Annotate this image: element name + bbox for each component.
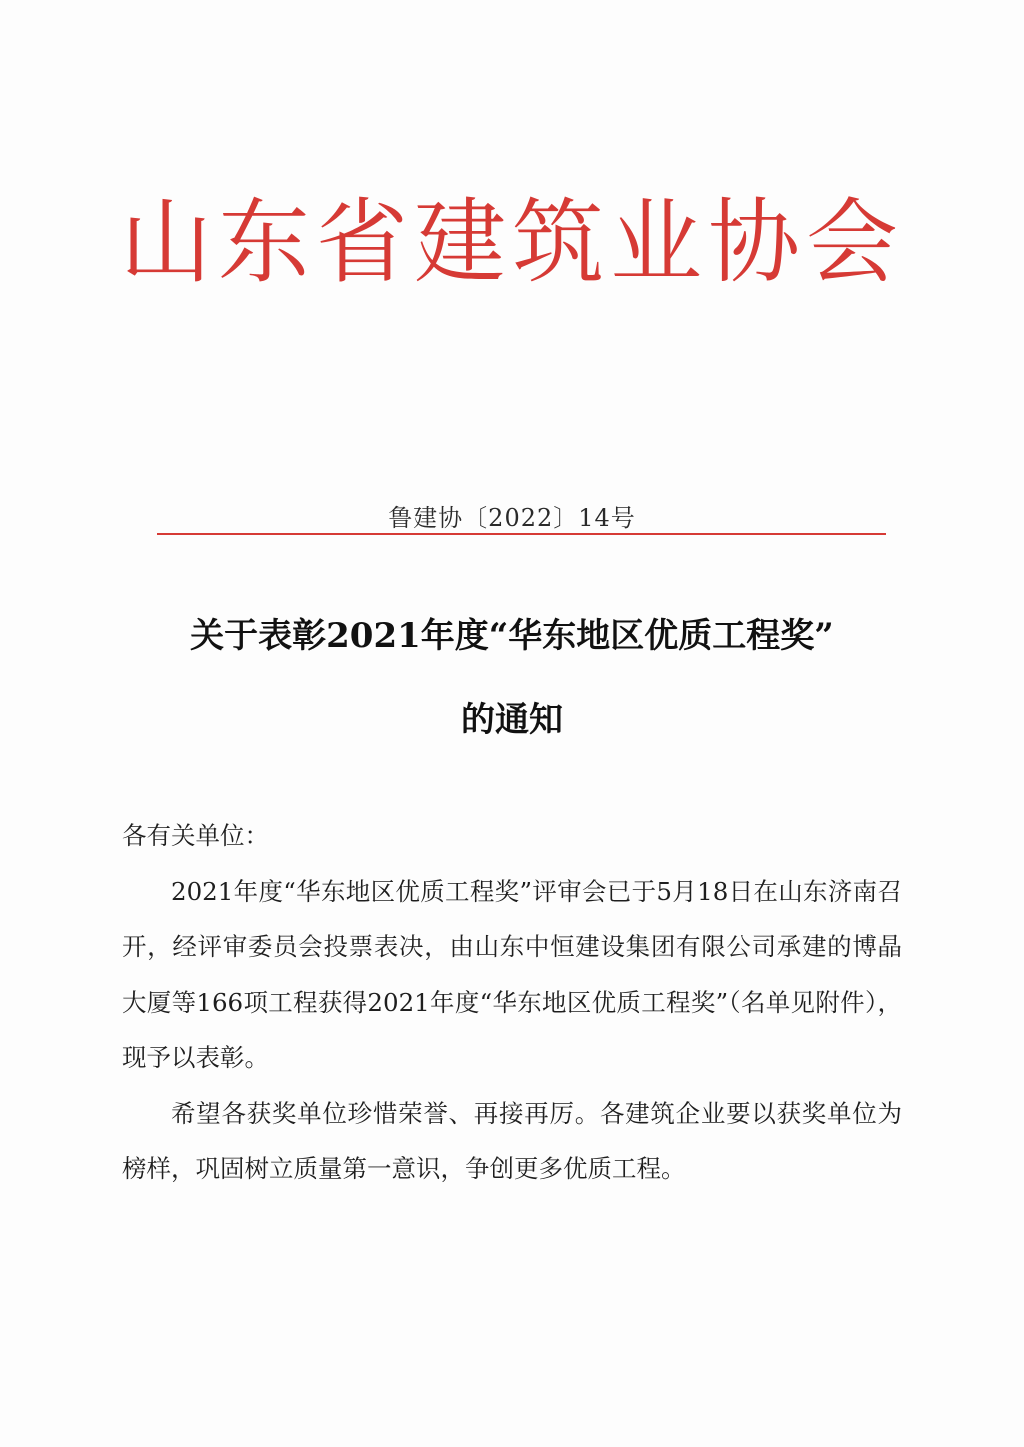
notice-body bbox=[122, 808, 902, 1197]
red-divider-line bbox=[157, 533, 886, 535]
body-paragraph-2: 希望各获奖单位珍惜荣誉、再接再厉。各建筑企业要以获奖单位为榜样，巩固树立质量第一意识，争创更多优质工程。 bbox=[122, 1098, 902, 1183]
document-number: 鲁建协〔2022〕14号 bbox=[388, 504, 636, 532]
notice-title-line-1: 关于表彰2021年度“华东地区优质工程奖” bbox=[190, 616, 834, 656]
notice-title-line-2: 的通知 bbox=[461, 700, 563, 740]
body-paragraph-1: 2021年度“华东地区优质工程奖”评审会已于5月18日在山东济南召开，经评审委员会投票表决，由山东中恒建设集团有限公司承建的博晶大厦等166项工程获得2021年度“华东地区优质工程奖”（名单见附件），现予以表彰。 bbox=[122, 876, 902, 1072]
letterhead-org-name: 山东省建筑业协会 bbox=[119, 189, 904, 296]
salutation: 各有关单位： bbox=[122, 821, 269, 850]
